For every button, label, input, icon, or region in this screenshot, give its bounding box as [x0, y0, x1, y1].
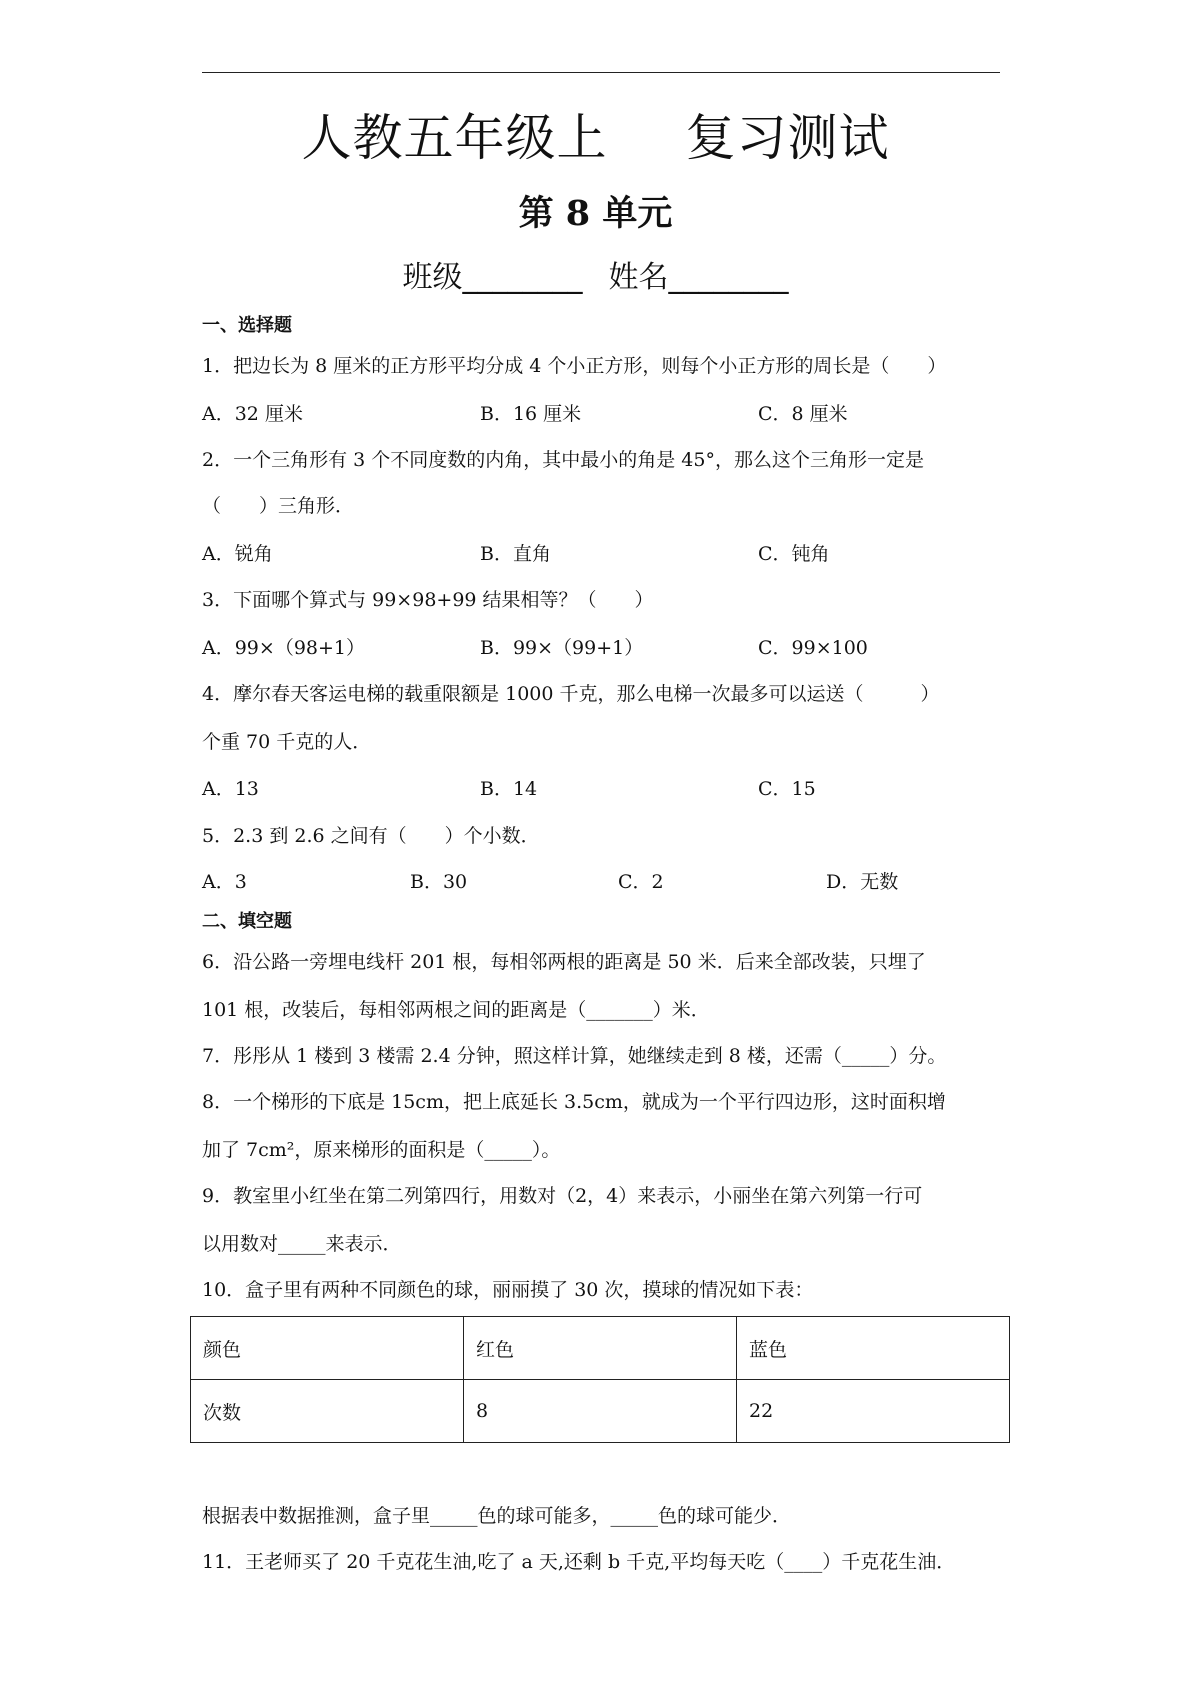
question-5: 5．2.3 到 2.6 之间有（ ）个小数． [202, 825, 540, 847]
table-cell: 8 [464, 1380, 737, 1443]
question-4-line-1: 4．摩尔春天客运电梯的载重限额是 1000 千克，那么电梯一次最多可以运送（ ） [202, 683, 940, 705]
ball-count-table [190, 1316, 1010, 1443]
table-cell: 22 [737, 1380, 1010, 1443]
q5-option-b: B．30 [410, 871, 468, 893]
page-title [0, 106, 1191, 170]
question-8-line-2: 加了 7cm²，原来梯形的面积是（_____）。 [202, 1139, 561, 1161]
question-2-line-1: 2．一个三角形有 3 个不同度数的内角，其中最小的角是 45°，那么这个三角形一定是 [202, 449, 924, 471]
question-10-after: 根据表中数据推测，盒子里_____色的球可能多，_____色的球可能少． [202, 1505, 792, 1527]
question-6-line-1: 6．沿公路一旁埋电线杆 201 根，每相邻两根的距离是 50 米．后来全部改装，只埋了 [202, 951, 926, 973]
question-11: 11．王老师买了 20 千克花生油,吃了 a 天,还剩 b 千克,平均每天吃（____）千克花生油． [202, 1551, 956, 1573]
unit-subtitle: 第 8 单元 [518, 193, 673, 234]
q5-option-d: D．无数 [826, 871, 899, 893]
q3-option-b: B．99×（99+1） [480, 637, 644, 659]
q3-option-c: C．99×100 [758, 637, 868, 659]
q4-option-c: C．15 [758, 778, 816, 800]
table-cell: 次数 [191, 1380, 464, 1443]
q5-option-c: C．2 [618, 871, 664, 893]
q2-option-c: C．钝角 [758, 543, 830, 565]
question-2-line-2: （ ）三角形． [202, 495, 355, 517]
question-9-line-1: 9．教室里小红坐在第二列第四行，用数对（2，4）来表示，小丽坐在第六列第一行可 [202, 1185, 923, 1207]
q1-option-a: A．32 厘米 [202, 403, 303, 425]
question-8-line-1: 8．一个梯形的下底是 15cm，把上底延长 3.5cm，就成为一个平行四边形，这时面积增 [202, 1091, 946, 1113]
question-10: 10．盒子里有两种不同颜色的球，丽丽摸了 30 次，摸球的情况如下表： [202, 1279, 814, 1301]
question-4-line-2: 个重 70 千克的人． [202, 731, 372, 753]
q2-option-a: A．锐角 [202, 543, 273, 565]
section-heading-choice: 一、选择题 [202, 315, 292, 336]
title-left: 人教五年级上 [301, 109, 608, 167]
question-7: 7．彤彤从 1 楼到 3 楼需 2.4 分钟，照这样计算，她继续走到 8 楼，还需（_____）分。 [202, 1045, 947, 1067]
top-rule [202, 72, 1000, 73]
class-name-line [0, 256, 1191, 300]
table-cell: 蓝色 [737, 1317, 1010, 1380]
q3-option-a: A．99×（98+1） [202, 637, 366, 659]
question-6-line-2: 101 根，改装后，每相邻两根之间的距离是（_______）米． [202, 999, 710, 1021]
question-3: 3．下面哪个算式与 99×98+99 结果相等？（ ） [202, 589, 654, 611]
q5-option-a: A．3 [202, 871, 247, 893]
table-cell: 红色 [464, 1317, 737, 1380]
section-heading-fill: 二、填空题 [202, 911, 292, 932]
q1-option-b: B．16 厘米 [480, 403, 582, 425]
table-row [191, 1317, 1010, 1380]
class-field: 班级________ [402, 260, 583, 295]
q4-option-a: A．13 [202, 778, 259, 800]
q2-option-b: B．直角 [480, 543, 551, 565]
q4-option-b: B．14 [480, 778, 538, 800]
question-1: 1．把边长为 8 厘米的正方形平均分成 4 个小正方形，则每个小正方形的周长是（ ） [202, 355, 947, 377]
name-field: 姓名________ [608, 260, 789, 295]
title-right: 复习测试 [685, 109, 890, 167]
table-row [191, 1380, 1010, 1443]
q1-option-c: C．8 厘米 [758, 403, 848, 425]
question-9-line-2: 以用数对_____来表示． [202, 1233, 402, 1255]
table-cell: 颜色 [191, 1317, 464, 1380]
